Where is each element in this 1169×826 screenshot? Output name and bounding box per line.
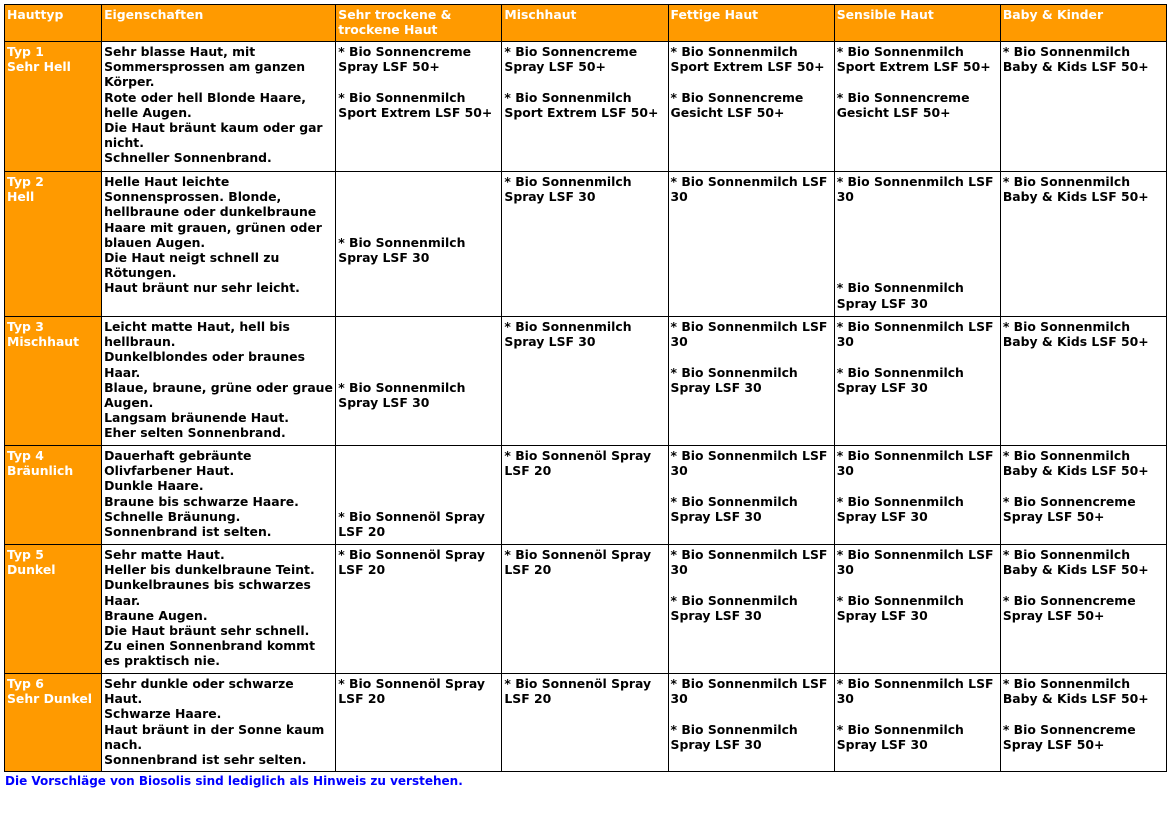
header-sensible-haut: Sensible Haut <box>834 5 1000 42</box>
product-combination-skin: * Bio Sonnenöl Spray LSF 20 <box>502 545 668 674</box>
product-baby-kids: * Bio Sonnenmilch Baby & Kids LSF 50+ * Bio Sonnencreme Spray LSF 50+ <box>1000 674 1166 772</box>
table-row <box>5 446 1167 545</box>
product-baby-kids: * Bio Sonnenmilch Baby & Kids LSF 50+ <box>1000 172 1166 317</box>
product-sensitive-skin: * Bio Sonnenmilch Sport Extrem LSF 50+ * Bio Sonnencreme Gesicht LSF 50+ <box>834 42 1000 172</box>
product-oily-skin: * Bio Sonnenmilch Sport Extrem LSF 50+ * Bio Sonnencreme Gesicht LSF 50+ <box>668 42 834 172</box>
product-combination-skin: * Bio Sonnenöl Spray LSF 20 <box>502 446 668 545</box>
product-combination-skin: * Bio Sonnenmilch Spray LSF 30 <box>502 317 668 446</box>
header-trockene-haut: Sehr trockene & trockene Haut <box>336 5 502 42</box>
table-row <box>5 674 1167 772</box>
product-dry-skin: * Bio Sonnenöl Spray LSF 20 <box>336 674 502 772</box>
skin-properties: Sehr dunkle oder schwarze Haut. Schwarze Haare. Haut bräunt in der Sonne kaum nach. Sonnenbrand ist sehr selten. <box>102 674 336 772</box>
header-baby-kinder: Baby & Kinder <box>1000 5 1166 42</box>
product-dry-skin: * Bio Sonnenöl Spray LSF 20 <box>336 446 502 545</box>
product-oily-skin: * Bio Sonnenmilch LSF 30 * Bio Sonnenmilch Spray LSF 30 <box>668 545 834 674</box>
skin-properties: Sehr blasse Haut, mit Sommersprossen am ganzen Körper. Rote oder hell Blonde Haare, helle Augen. Die Haut bräunt kaum oder gar nicht. Schneller Sonnenbrand. <box>102 42 336 172</box>
row-type-label: Typ 2 Hell <box>5 172 102 317</box>
product-oily-skin: * Bio Sonnenmilch LSF 30 * Bio Sonnenmilch Spray LSF 30 <box>668 446 834 545</box>
skin-properties: Dauerhaft gebräunte Olivfarbener Haut. Dunkle Haare. Braune bis schwarze Haare. Schnelle Bräunung. Sonnenbrand ist selten. <box>102 446 336 545</box>
product-baby-kids: * Bio Sonnenmilch Baby & Kids LSF 50+ * Bio Sonnencreme Spray LSF 50+ <box>1000 446 1166 545</box>
header-mischhaut: Mischhaut <box>502 5 668 42</box>
product-oily-skin: * Bio Sonnenmilch LSF 30 * Bio Sonnenmilch Spray LSF 30 <box>668 317 834 446</box>
product-dry-skin: * Bio Sonnenöl Spray LSF 20 <box>336 545 502 674</box>
product-sensitive-skin: * Bio Sonnenmilch LSF 30 * Bio Sonnenmilch Spray LSF 30 <box>834 317 1000 446</box>
header-hauttyp: Hauttyp <box>5 5 102 42</box>
product-oily-skin: * Bio Sonnenmilch LSF 30 * Bio Sonnenmilch Spray LSF 30 <box>668 674 834 772</box>
table-row <box>5 42 1167 172</box>
skin-properties: Sehr matte Haut. Heller bis dunkelbraune Teint. Dunkelbraunes bis schwarzes Haar. Braune Augen. Die Haut bräunt sehr schnell. Zu einen Sonnenbrand kommt es praktisch nie. <box>102 545 336 674</box>
product-combination-skin: * Bio Sonnencreme Spray LSF 50+ * Bio Sonnenmilch Sport Extrem LSF 50+ <box>502 42 668 172</box>
product-dry-skin: * Bio Sonnenmilch Spray LSF 30 <box>336 317 502 446</box>
product-oily-skin: * Bio Sonnenmilch LSF 30 <box>668 172 834 317</box>
product-dry-skin: * Bio Sonnencreme Spray LSF 50+ * Bio Sonnenmilch Sport Extrem LSF 50+ <box>336 42 502 172</box>
product-sensitive-skin: * Bio Sonnenmilch LSF 30 * Bio Sonnenmilch Spray LSF 30 <box>834 172 1000 317</box>
row-type-label: Typ 1 Sehr Hell <box>5 42 102 172</box>
product-sensitive-skin: * Bio Sonnenmilch LSF 30 * Bio Sonnenmilch Spray LSF 30 <box>834 446 1000 545</box>
row-type-label: Typ 6 Sehr Dunkel <box>5 674 102 772</box>
header-fettige-haut: Fettige Haut <box>668 5 834 42</box>
skin-type-table <box>4 4 1167 772</box>
product-sensitive-skin: * Bio Sonnenmilch LSF 30 * Bio Sonnenmilch Spray LSF 30 <box>834 674 1000 772</box>
product-baby-kids: * Bio Sonnenmilch Baby & Kids LSF 50+ * Bio Sonnencreme Spray LSF 50+ <box>1000 545 1166 674</box>
row-type-label: Typ 5 Dunkel <box>5 545 102 674</box>
header-row <box>5 5 1167 42</box>
product-combination-skin: * Bio Sonnenöl Spray LSF 20 <box>502 674 668 772</box>
skin-properties: Leicht matte Haut, hell bis hellbraun. Dunkelblondes oder braunes Haar. Blaue, braune, grüne oder graue Augen. Langsam bräunende Haut. Eher selten Sonnenbrand. <box>102 317 336 446</box>
header-eigenschaften: Eigenschaften <box>102 5 336 42</box>
product-baby-kids: * Bio Sonnenmilch Baby & Kids LSF 50+ <box>1000 317 1166 446</box>
product-sensitive-skin: * Bio Sonnenmilch LSF 30 * Bio Sonnenmilch Spray LSF 30 <box>834 545 1000 674</box>
product-combination-skin: * Bio Sonnenmilch Spray LSF 30 <box>502 172 668 317</box>
row-type-label: Typ 4 Bräunlich <box>5 446 102 545</box>
table-row <box>5 317 1167 446</box>
table-row <box>5 545 1167 674</box>
row-type-label: Typ 3 Mischhaut <box>5 317 102 446</box>
disclaimer-note: Die Vorschläge von Biosolis sind lediglich als Hinweis zu verstehen. <box>5 774 463 788</box>
skin-properties: Helle Haut leichte Sonnensprossen. Blonde, hellbraune oder dunkelbraune Haare mit grauen, grünen oder blauen Augen. Die Haut neigt schnell zu Rötungen. Haut bräunt nur sehr leicht. <box>102 172 336 317</box>
product-baby-kids: * Bio Sonnenmilch Baby & Kids LSF 50+ <box>1000 42 1166 172</box>
table-row <box>5 172 1167 317</box>
product-dry-skin: * Bio Sonnenmilch Spray LSF 30 <box>336 172 502 317</box>
